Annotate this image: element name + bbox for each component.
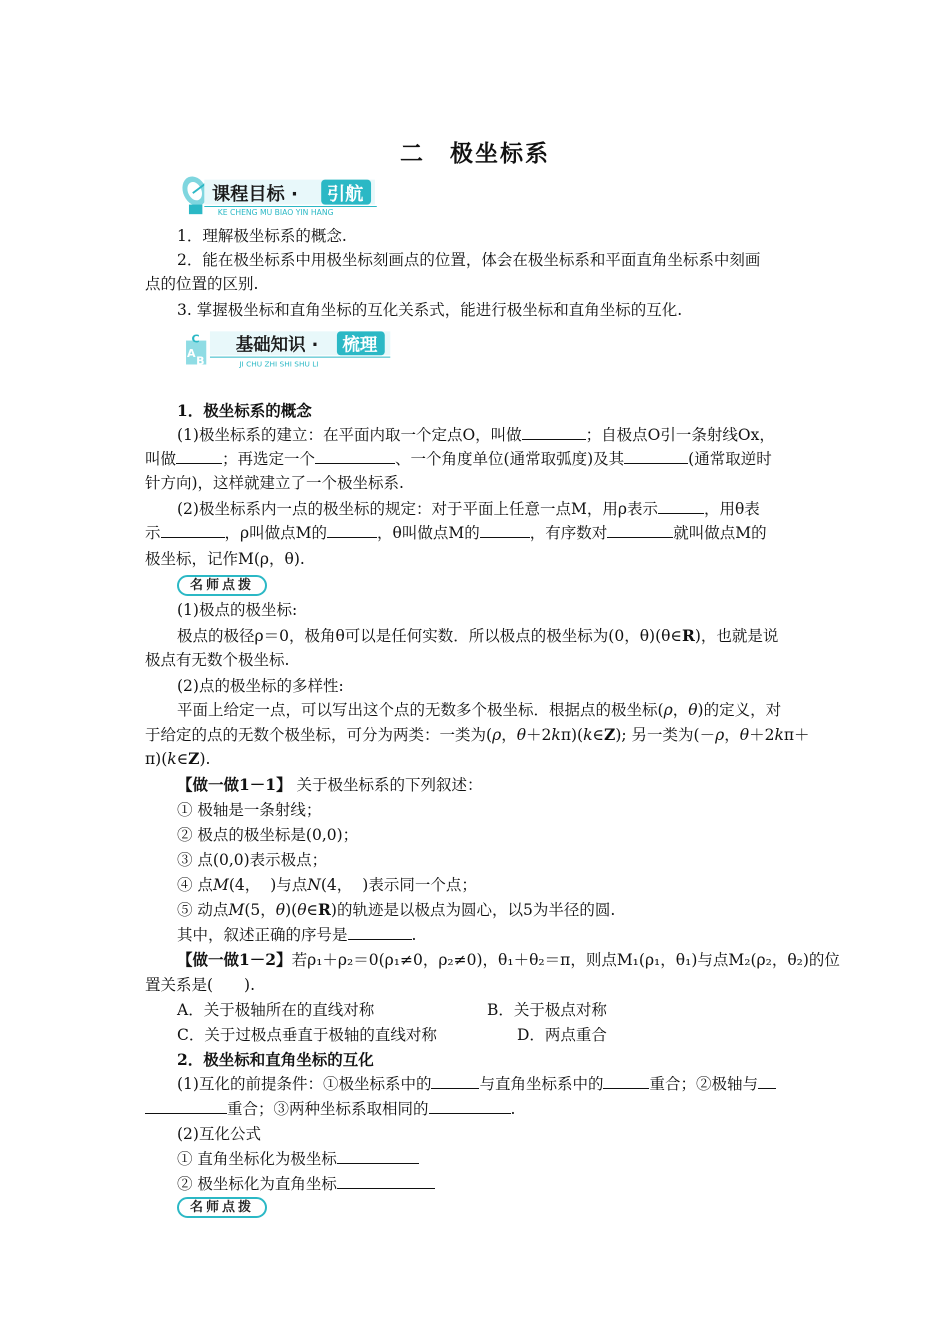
s1-p2-line3: 极坐标，记作M(ρ，θ).: [145, 550, 305, 568]
tip1-line3: 极点有无数个极坐标.: [145, 651, 290, 669]
tip1-line5: 平面上给定一点，可以写出这个点的无数多个极坐标．根据点的极坐标(ρ，θ)的定义，对: [177, 701, 782, 719]
section1-heading: 1．极坐标系的概念: [177, 401, 312, 420]
s2-p2-heading: (2)互化公式: [177, 1125, 261, 1143]
tip1-line1: (1)极点的极坐标:: [177, 601, 298, 619]
s2-formula-1: ① 直角坐标化为极坐标: [177, 1149, 419, 1169]
s1-p2-line2: 示 ，ρ叫做点M的 ，θ叫做点M的 ，有序数对 就叫做点M的: [145, 524, 767, 542]
s1-p2-line1: (2)极坐标系内一点的极坐标的规定：对于平面上任意一点M，用ρ表示 ，用θ表: [177, 500, 760, 518]
basic-knowledge-banner: [175, 324, 405, 370]
exercise-1-2-choice-b: B．关于极点对称: [487, 1001, 607, 1019]
famous-teacher-tip-label-1: 名师点拨: [177, 575, 267, 596]
svg-text:A: A: [186, 347, 196, 361]
exercise-1-1-option-4: ④ 点M(4， )与点N(4， )表示同一个点；: [177, 876, 477, 894]
banner1-pinyin: KE CHENG MU BIAO YIN HANG: [217, 208, 334, 218]
banner1-main: 课程目标 ·: [211, 183, 298, 205]
exercise-1-1-option-3: ③ 点(0,0)表示极点；: [177, 851, 328, 869]
banner2-pinyin: JI CHU ZHI SHI SHU LI: [239, 359, 319, 369]
tip1-line4: (2)点的极坐标的多样性:: [177, 677, 344, 695]
abc-blocks-icon: [186, 332, 206, 367]
tip1-line7: π)(k∈Z).: [145, 749, 211, 768]
goal-3: 3. 掌握极坐标和直角坐标的互化关系式，能进行极坐标和直角坐标的互化.: [177, 301, 683, 319]
exercise-1-2-stem-line1: 【做一做1－2】若ρ₁＋ρ₂＝0(ρ₁≠0，ρ₂≠0)，θ₁＋θ₂＝π，则点M₁(ρ₁，θ₁)与点M₂(ρ₂，θ₂)的位: [177, 950, 840, 969]
exercise-1-2-stem-line2: 置关系是( ).: [145, 976, 256, 994]
s2-p1-line2: 重合；③两种坐标系取相同的 .: [145, 1099, 515, 1119]
banner1-tag: 引航: [326, 183, 364, 205]
exercise-1-1-answer: 其中，叙述正确的序号是 .: [177, 926, 417, 944]
goal-2-line2: 点的位置的区别.: [145, 275, 259, 293]
exercise-1-1-option-1: ① 极轴是一条射线；: [177, 801, 322, 819]
banner2-tag: 梳理: [342, 335, 378, 356]
svg-text:B: B: [196, 354, 205, 368]
s2-formula-2: ② 极坐标化为直角坐标: [177, 1174, 435, 1194]
s1-p1-line1: (1)极坐标系的建立：在平面内取一个定点O，叫做 ；自极点O引一条射线Ox，: [177, 426, 775, 444]
tip1-line6: 于给定的点的无数个极坐标，可分为两类：一类为(ρ，θ＋2kπ)(k∈Z); 另一类为(－ρ，θ＋2kπ＋: [145, 725, 810, 744]
course-goal-banner: [175, 172, 385, 218]
svg-text:C: C: [191, 332, 200, 346]
exercise-1-2-choice-c: C．关于过极点垂直于极轴的直线对称: [177, 1026, 437, 1044]
tip1-line2: 极点的极径ρ＝0，极角θ可以是任何实数．所以极点的极坐标为(0，θ)(θ∈R)，也就是说: [177, 626, 779, 645]
exercise-1-1-option-2: ② 极点的极坐标是(0,0)；: [177, 826, 359, 844]
exercise-1-1-option-5: ⑤ 动点M(5，θ)(θ∈R)的轨迹是以极点为圆心，以5为半径的圆.: [177, 900, 616, 919]
famous-teacher-tip-label-2: 名师点拨: [177, 1197, 267, 1218]
goal-2-line1: 2．能在极坐标系中用极坐标刻画点的位置，体会在极坐标系和平面直角坐标系中刻画: [177, 251, 761, 269]
goal-1: 1．理解极坐标系的概念.: [177, 227, 347, 245]
banner2-main: 基础知识 ·: [235, 335, 319, 356]
exercise-1-2-choice-d: D．两点重合: [517, 1026, 607, 1044]
exercise-1-1-stem: 【做一做1－1】 关于极坐标系的下列叙述：: [177, 775, 483, 794]
exercise-1-2-choice-a: A．关于极轴所在的直线对称: [177, 1001, 375, 1019]
page-title: 二 极坐标系: [400, 141, 550, 167]
s1-p1-line3: 针方向)，这样就建立了一个极坐标系.: [145, 474, 404, 492]
s2-p1-line1: (1)互化的前提条件：①极坐标系中的 与直角坐标系中的 重合；②极轴与: [177, 1074, 776, 1094]
s1-p1-line2: 叫做 ；再选定一个 、一个角度单位(通常取弧度)及其 (通常取逆时: [145, 450, 772, 468]
section2-heading: 2．极坐标和直角坐标的互化: [177, 1050, 374, 1069]
